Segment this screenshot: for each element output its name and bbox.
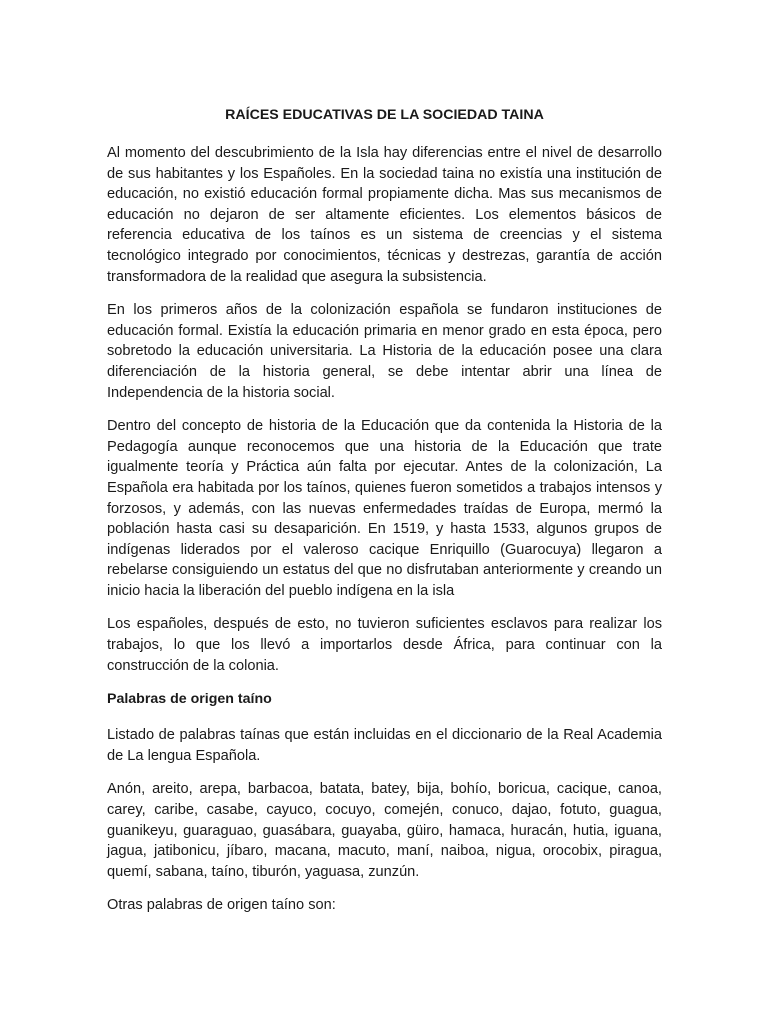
paragraph-rae-list-intro: Listado de palabras taínas que están incluidas en el diccionario de la Real Academia de La lengua Española. — [107, 727, 662, 764]
paragraph-discovery: Al momento del descubrimiento de la Isla hay diferencias entre el nivel de desarrollo de sus habitantes y los Españoles. En la sociedad taina no existía una institución de educación, no existió educación formal propiamente dicha. Mas sus mecanismos de educación no dejaron de ser altamente eficientes. Los elementos básicos de referencia educativa de los taínos es un sistema de creencias y el sistema tecnológico integrado por conocimientos, técnicas y destrezas, garantía de acción transformadora de la realidad que asegura la subsistencia. — [107, 145, 662, 285]
section-heading: Palabras de origen taíno — [107, 691, 272, 708]
document-page — [107, 105, 662, 929]
paragraph-other-words: Otras palabras de origen taíno son: — [107, 897, 336, 914]
document-title: RAÍCES EDUCATIVAS DE LA SOCIEDAD TAINA — [225, 107, 544, 123]
paragraph-slaves-africa: Los españoles, después de esto, no tuvieron suficientes esclavos para realizar los trabajos, lo que los llevó a importarlos desde África, para continuar con la construcción de la colonia. — [107, 616, 662, 674]
paragraph-taino-words: Anón, areito, arepa, barbacoa, batata, batey, bija, bohío, boricua, cacique, canoa, carey, caribe, casabe, cayuco, cocuyo, comején, conuco, dajao, fotuto, guagua, guanikeyu, guaraguao, guasábara, guayaba, güiro, hamaca, huracán, hutia, iguana, jagua, jatibonicu, jíbaro, macana, macuto, maní, naiboa, nigua, orocobix, piragua, quemí, sabana, taíno, tiburón, yaguasa, zunzún. — [107, 781, 662, 880]
paragraph-colonization: En los primeros años de la colonización española se fundaron instituciones de educación formal. Existía la educación primaria en menor grado en esta época, pero sobretodo la educación universitaria. La Historia de la educación posee una clara diferenciación de la historia general, se debe intentar abrir una línea de Independencia de la historia social. — [107, 302, 662, 401]
paragraph-history-education: Dentro del concepto de historia de la Educación que da contenida la Historia de la Pedagogía aunque reconocemos que una historia de la Educación que trate igualmente teoría y Práctica aún falta por ejecutar. Antes de la colonización, La Española era habitada por los taínos, quienes fueron sometidos a trabajos intensos y forzosos, y además, con las nuevas enfermedades traídas de Europa, mermó la población hasta casi su desaparición. En 1519, y hasta 1533, algunos grupos de indígenas liderados por el valeroso cacique Enriquillo (Guarocuya) llegaron a rebelarse consiguiendo un estatus del que no disfrutaban anteriormente y creando un inicio hacia la liberación del pueblo indígena en la isla — [107, 418, 662, 599]
